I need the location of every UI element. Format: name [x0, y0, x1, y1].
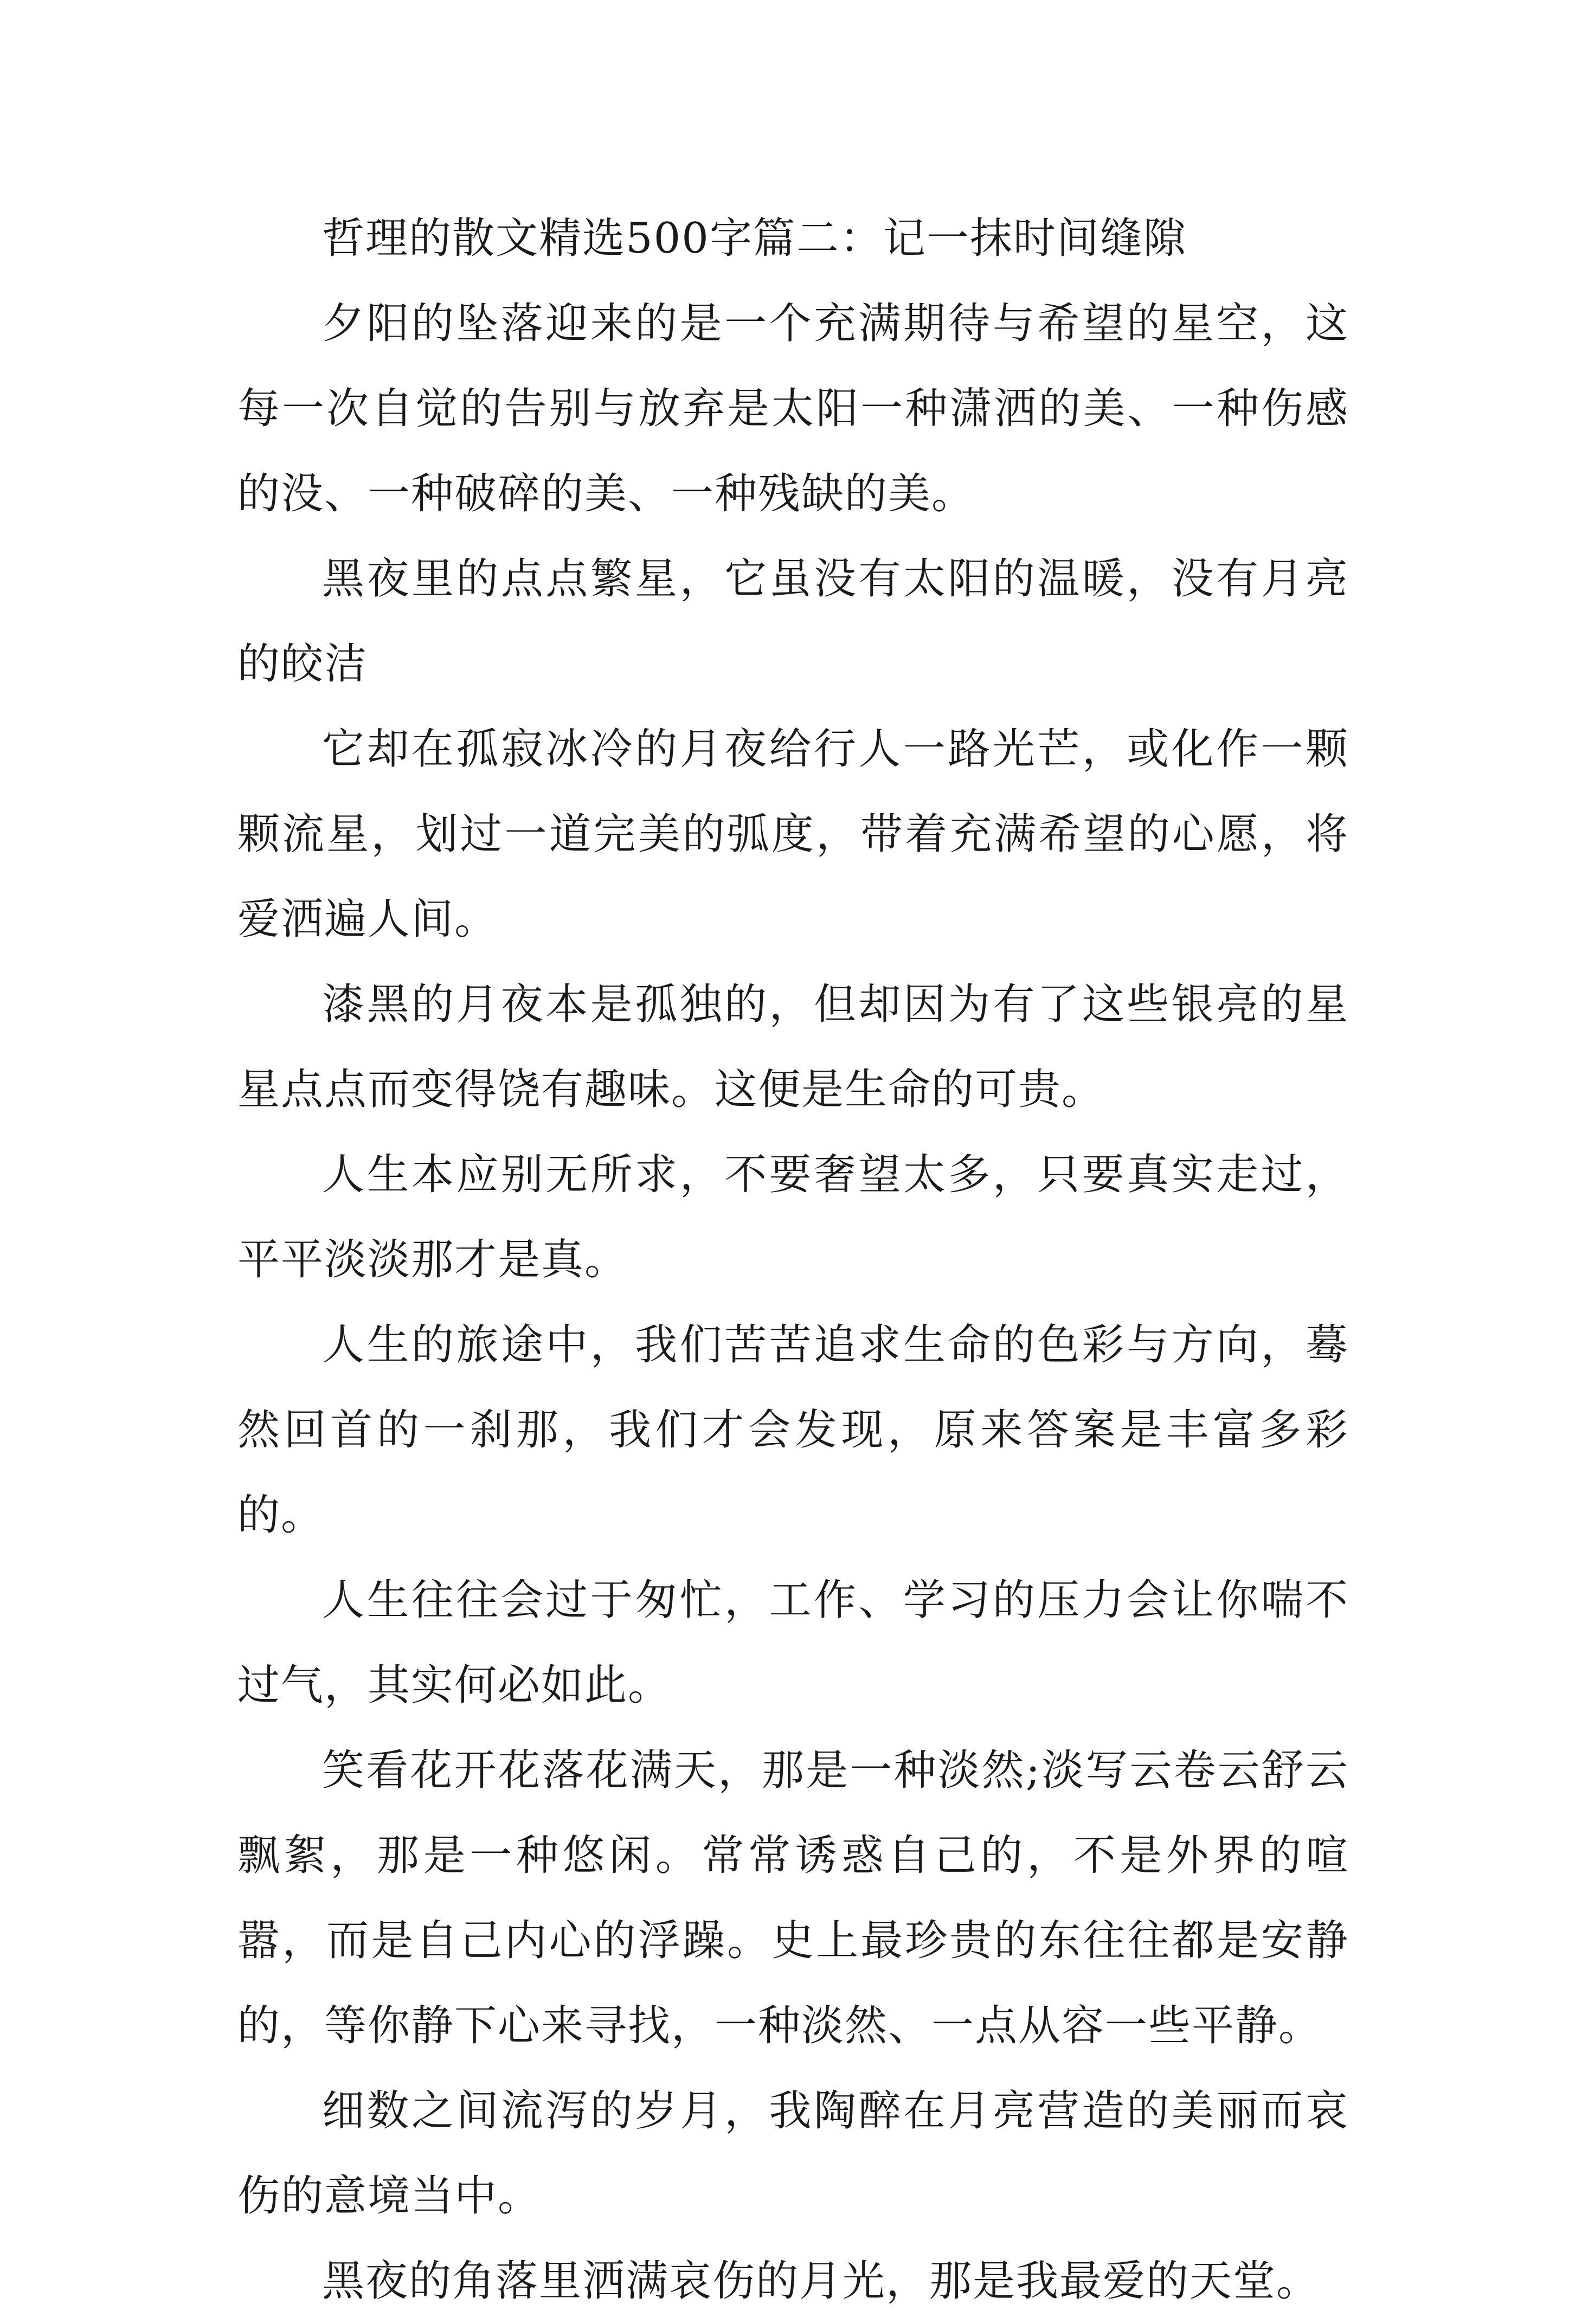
paragraph-5: 人生本应别无所求，不要奢望太多，只要真实走过，平平淡淡那才是真。	[237, 1150, 1349, 1284]
paragraph-1: 夕阳的坠落迎来的是一个充满期待与希望的星空，这每一次自觉的告别与放弃是太阳一种潇洒的美、一种伤感的没、一种破碎的美、一种残缺的美。	[237, 299, 1349, 518]
article-heading: 哲理的散文精选500字篇二：记一抹时间缝隙	[322, 214, 1187, 263]
paragraph-9: 细数之间流泻的岁月，我陶醉在月亮营造的美丽而哀伤的意境当中。	[237, 2087, 1349, 2220]
paragraph-3: 它却在孤寂冰冷的月夜给行人一路光芒，或化作一颗颗流星，划过一道完美的弧度，带着充满希望的心愿，将爱洒遍人间。	[237, 725, 1349, 944]
paragraph-6: 人生的旅途中，我们苦苦追求生命的色彩与方向，蓦然回首的一刹那，我们才会发现，原来答案是丰富多彩的。	[237, 1321, 1349, 1540]
paragraph-4: 漆黑的月夜本是孤独的，但却因为有了这些银亮的星星点点而变得饶有趣味。这便是生命的可贵。	[237, 980, 1349, 1114]
article-body	[237, 196, 1349, 2324]
paragraph-8: 笑看花开花落花满天，那是一种淡然;淡写云卷云舒云飘絮，那是一种悠闲。常常诱惑自己的，不是外界的喧嚣，而是自己内心的浮躁。史上最珍贵的东往往都是安静的，等你静下心来寻找，一种淡然、一点从容一些平静。	[237, 1746, 1349, 2050]
paragraph-10: 黑夜的角落里洒满哀伤的月光，那是我最爱的天堂。	[322, 2257, 1320, 2306]
paragraph-7: 人生往往会过于匆忙，工作、学习的压力会让你喘不过气，其实何必如此。	[237, 1576, 1349, 1710]
paragraph-2: 黑夜里的点点繁星，它虽没有太阳的温暖，没有月亮的皎洁	[237, 555, 1349, 688]
